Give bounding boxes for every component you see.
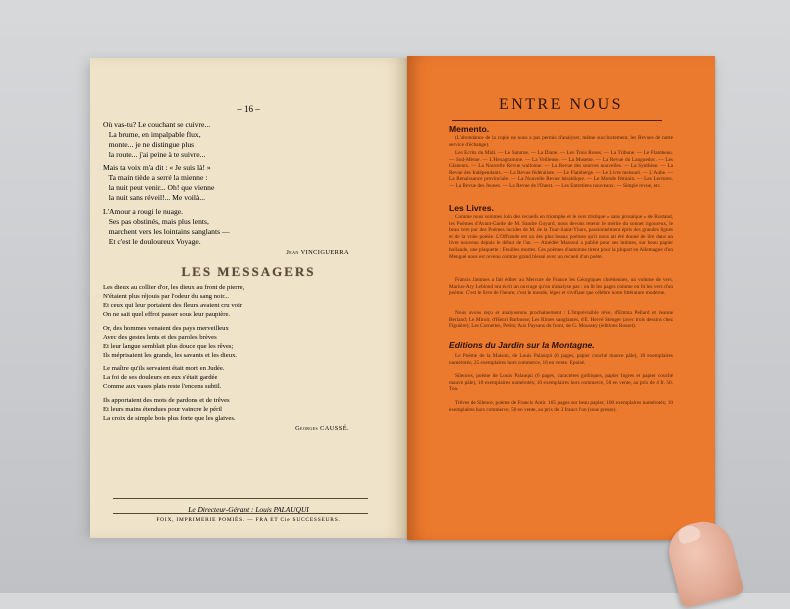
stanza-1: Où vas-tu? Le couchant se cuivre... La brume, en impalpable flux, monte... je ne distingue plus la route... j'ai peine à te suivre... xyxy=(103,120,211,159)
footer-rule-bottom xyxy=(113,513,368,514)
jardin-heading: Editions du Jardin sur la Montagne. xyxy=(449,340,595,350)
memento-text: Les Ecrits du Midi. — Le Saturne. — La Diane. — Les Trois Roses. — La Tribune. — Le Flambeau. — Sud-Mème. — L'Hexagramme. — La Veilleuse. — La Musette. — La Revue du Languedoc. — Les Glaneurs. — La Nouvelle Revue wallonne. — La Revue des sources nouvelles. — La Synthèse. — La Revue des Indépendants. — La Revue fédéraliste. — Le Flamberge. — Le Livre mensuel. — L'Aube. — La Renaissance provinciale. — La Nouvelle Revue héraldique. — Le Monde féminin. — Les Lectures. — La Revue des Jeunes. — La Revue de l'Ouest. — Les Entretiens nouveaux. — Simple revue, etc. xyxy=(449,150,673,189)
footer-rule-top xyxy=(113,498,368,499)
signature-causse: Georges CAUSSÉ. xyxy=(295,425,349,432)
section-title: ENTRE NOUS xyxy=(498,96,624,113)
livres-text-2: Francis Jammes a fait éditer au Mercure de France les Géorgiques chrétiennes, un volume de vers. Marius-Ary Leblond ont écrit un ouvrage qu'on n'analyse pas : on lit les pages comme on lit les vers d'un poème. C'est le livre de l'heure; c'est le monde, léger et vivifiant que célèbre notre littérature moderne. xyxy=(449,277,673,297)
title-rule xyxy=(452,120,662,121)
stanza-6: Le maître qu'ils servaient était mort en Judée. La foi de ses douleurs en eux s'était gardée Comme aux vases plats reste l'encens subtil. xyxy=(103,365,225,390)
livres-text-3: Nous avons reçu et analyserons prochainement : L'Imprévisible rêve, d'Emma Pellard et Jeanne Berland; Le Miroir, d'Henri Barbusse; Les Rimes sanglantes, d'E. Hervé Stenger (avec trois dessins chez Figuière); Les Cornettes, Petits; Aux Paysans du front, de G. Moussey (éditions Rosset). xyxy=(449,310,673,330)
jardin-text-3: Trêves de Silence, poème de Francis Amir. 165 pages sur beau papier, 100 exemplaires numérotés; 10 exemplaires hors commerce, 50 en vente, au prix de 3 francs l'un (sous presse). xyxy=(449,400,673,413)
memento-intro: (L'abondance de la copie ne nous a pas permis d'analyser, même succinctement, les Revues de notre service d'échange). xyxy=(449,135,673,148)
livres-heading: Les Livres. xyxy=(449,203,494,213)
memento-heading: Memento. xyxy=(449,124,490,134)
jardin-text-1: Le Poème de la Maison, de Louis Palauqui (6 pages, papier couché mauve pâle), 10 exemplaires numérotés; 25 exemplaires hors commerce, 16 en vente. Epuisé. xyxy=(449,353,673,366)
stanza-4: Les dieux au collier d'or, les dieux au front de pierre, N'étaient plus réjouis par l'odeur du sang noir... Et ceux qui leur portaient des fleurs avaient cru voir On ne sait quel effroi passer sous leur paupière. xyxy=(103,284,245,318)
director-line: Le Directeur-Gérant : Louis PALAUQUI xyxy=(188,505,309,514)
stanza-7: Ils apportaient des mots de pardons et de trêves Et leurs mains étendues pour vaincre le péril La croix de simple bois plus forte que les glaives. xyxy=(103,397,236,422)
page-number: – 16 – xyxy=(237,104,260,114)
stanza-2: Mais ta voix m'a dit : « Je suis là! » Ta main tiède a serré la mienne : la nuit peut venir... Oh! que vienne la nuit sans réveil!... Me voilà... xyxy=(103,163,215,202)
livres-text-1: Comme nous sommes loin des recueils en triomphe et le vers tristique « sans prosaïque » de Rostand, les Poèmes d'Avant-Garde de M. Sandre Guyard, nous devons retenir le mérite du sonnet rigoureux, le beau vers pur des Poèmes lucides de M. de la Tour-Saint-Ybars, passionnément épris des grandes lignes et de la vraie poésie. L'Offrande est un des plus beaux poèmes qu'il nous ait été donné de lire dans un livre nouveau depuis le début de l'an. — Amédée Massoul a publié pour ses intimes, sur beau papier hollande, une plaquette : Feuilles mortes. Ces poèmes d'automne tirent pour la plupart en Allemagne d'un Mengué nous est revenu comme grand blessé avec un recueil d'un poète. xyxy=(449,214,673,260)
printer-line: FOIX, IMPRIMERIE POMIÈS. — FRA ET Cie SUCCESSEURS. xyxy=(156,517,341,523)
stanza-5: Or, des hommes venaient des pays merveilleux Avec des gestes lents et des paroles brèves Et leur langue semblait plus douce que les rêves; Ils méprisaient les grands, les savants et les dieux. xyxy=(103,325,238,359)
stanza-3: L'Amour a rougi le nuage. Ses pas obstinés, mais plus lents, marchent vers les lointains sanglants — Et c'est le douloureux Voyage. xyxy=(103,207,230,246)
jardin-text-2: Silences, poème de Louis Palauqui (6 pages, caractères gothiques, papier Ingres et papier couché mauve pâle), 10 exemplaires numérotés; 10 exemplaires hors commerce, 50 en vente, au prix de 4 fr. 50. Ton. xyxy=(449,373,673,393)
poem-title: LES MESSAGERS xyxy=(181,264,316,279)
signature-vinciguerra: Jean VINCIGUERRA xyxy=(286,249,349,256)
